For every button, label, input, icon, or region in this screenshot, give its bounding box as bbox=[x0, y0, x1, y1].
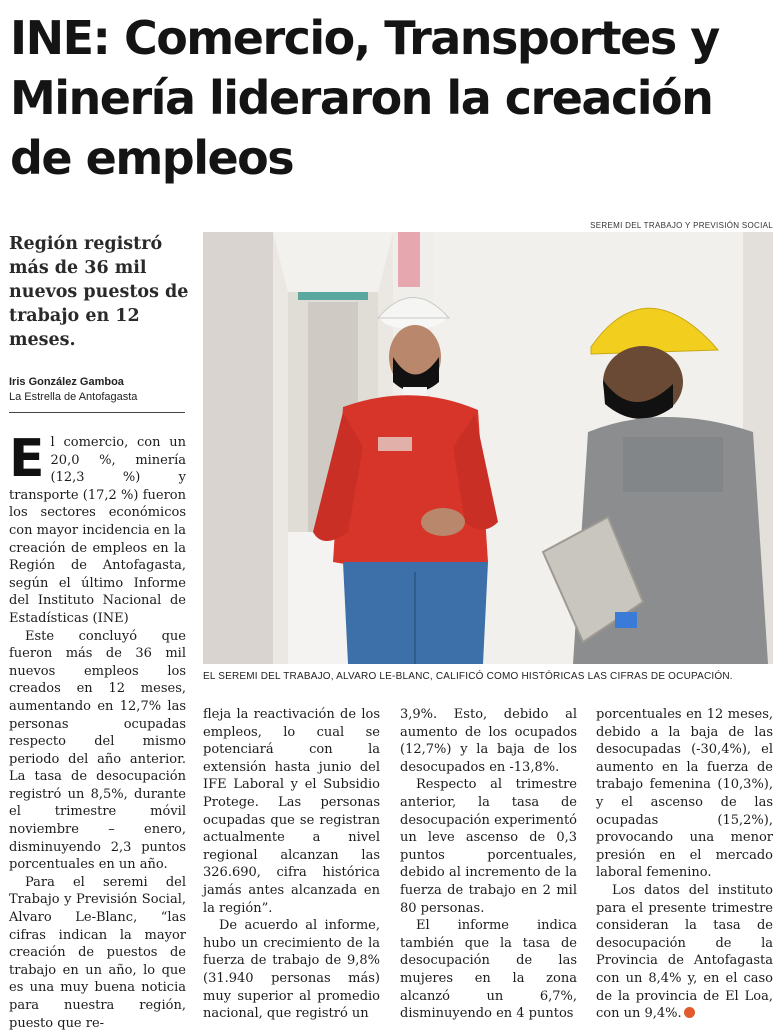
paragraph: 3,9%. Esto, debido al aumento de los ocupados (12,7%) y la baja de los desocupados en -13,8%. bbox=[400, 707, 577, 775]
photo-caption: EL SEREMI DEL TRABAJO, ALVARO LE-BLANC, CALIFICÓ COMO HISTÓRICAS LAS CIFRAS DE OCUPACIÓN. bbox=[203, 671, 733, 682]
paragraph: El informe indica también que la tasa de desocupación de las mujeres en la zona alcanzó un 6,7%, disminuyendo en 4 puntos bbox=[400, 918, 577, 1022]
paragraph-final-text: Los datos del instituto para el presente trimestre consideran la tasa de desocupación de la Provincia de Antofagasta con un 8,4% y, en el caso de la provincia de El Loa, con un 9,4%. bbox=[596, 882, 773, 1022]
end-mark-icon bbox=[684, 1007, 695, 1018]
paragraph: fleja la reactivación de los empleos, lo cual se potenciará con la extensión hasta junio del IFE Laboral y el Subsidio Protege. Las personas ocupadas que se registran actualmente a nivel regional alcanzan las 326.690, cifra histórica jamás antes alcanzada en la región”. bbox=[203, 707, 380, 916]
headline: INE: Comercio, Transportes y Minería lideraron la creación de empleos bbox=[10, 11, 719, 185]
body-column-2 bbox=[203, 706, 380, 1023]
drop-cap: E bbox=[9, 429, 45, 489]
paragraph: porcentuales en 12 meses, debido a la baja de las desocupadas (-30,4%), el aumento en la fuerza de trabajo femenina (10,3%), y el ascenso de las ocupadas (15,2%), provocando una menor presión en el mercado laboral femenino. bbox=[596, 707, 773, 881]
photo-credit: SEREMI DEL TRABAJO Y PREVISIÓN SOCIAL bbox=[590, 221, 773, 230]
photo-illustration bbox=[203, 232, 773, 664]
subheadline: Región registró más de 36 mil nuevos puestos de trabajo en 12 meses. bbox=[9, 234, 189, 350]
author-name: Iris González Gamboa bbox=[9, 376, 124, 388]
body-column-4 bbox=[596, 706, 773, 1023]
body-column-3 bbox=[400, 706, 577, 1023]
paragraph: Este concluyó que fueron más de 36 mil nuevos empleos los creados en 12 meses, aumentando en 12,7% las personas ocupadas respecto del mismo periodo del año anterior. La tasa de desocupación registró un 8,5%, durante el trimestre móvil noviembre – enero, disminuyendo 2,3 puntos porcentuales en un año. bbox=[9, 628, 186, 873]
paragraph: De acuerdo al informe, hubo un crecimiento de la fuerza de trabajo de 9,8% (31.940 personas más) muy superior al promedio nacional, que registró un bbox=[203, 918, 380, 1022]
paragraph-final bbox=[596, 882, 773, 1023]
paragraph: Para el seremi del Trabajo y Previsión Social, Alvaro Le-Blanc, “las cifras indican la mayor creación de puestos de trabajo en un año, lo que es una muy buena noticia para nuestra región, puesto que re- bbox=[9, 874, 186, 1031]
outlet-name: La Estrella de Antofagasta bbox=[9, 391, 138, 403]
byline-divider bbox=[9, 412, 185, 413]
body-column-1 bbox=[9, 429, 186, 1032]
paragraph: l comercio, con un 20,0 %, minería (12,3 %) y transporte (17,2 %) fueron los sectores económicos con mayor incidencia en la creación de empleos en la Región de Antofagasta, según el último Informe del Instituto Nacional de Estadísticas (INE) bbox=[9, 435, 186, 626]
paragraph: Respecto al trimestre anterior, la tasa de desocupación experimentó un leve ascenso de 0,3 puntos porcentuales, debido al incremento de la fuerza de trabajo en 2 mil 80 personas. bbox=[400, 777, 577, 916]
article-photo bbox=[203, 232, 773, 664]
